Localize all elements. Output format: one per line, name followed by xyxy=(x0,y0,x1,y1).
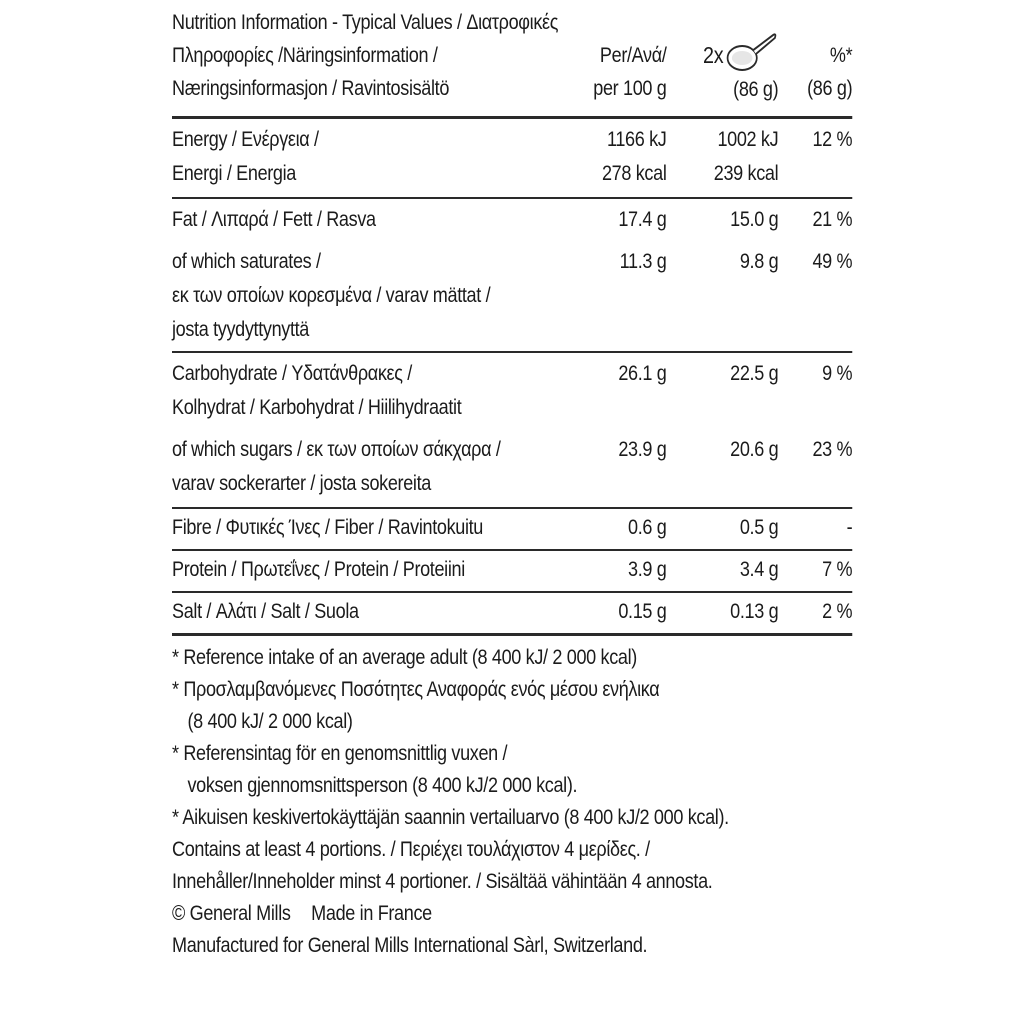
table-header xyxy=(172,6,852,106)
fat-group xyxy=(172,199,852,351)
table-row-fibre xyxy=(172,509,852,549)
pct-value: 9 % xyxy=(822,362,853,385)
pct-value: 2 % xyxy=(822,600,853,623)
row-label: varav sockerarter / josta sokereita xyxy=(172,472,431,495)
per100-header xyxy=(576,6,666,105)
pct-weight: (86 g) xyxy=(807,77,853,100)
per100-value: 1166 kJ xyxy=(606,128,667,151)
footnote-reference-intake-fi: * Aikuisen keskivertokäyttäjän saannin vertailuarvo (8 400 kJ/2 000 kcal). xyxy=(172,806,729,829)
serving-value: 22.5 g xyxy=(730,362,779,385)
title-line: Πληροφορίες /Näringsinformation / xyxy=(172,44,438,67)
per100-header-line: per 100 g xyxy=(593,77,667,100)
footnote-reference-intake-no: voksen gjennomsnittsperson (8 400 kJ/2 000 kcal). xyxy=(187,774,578,797)
per100-value: 0.6 g xyxy=(628,516,667,539)
per100-value: 0.15 g xyxy=(618,600,667,623)
per100-value: 278 kcal xyxy=(601,162,667,185)
table-title xyxy=(172,6,576,105)
row-label: Protein / Πρωτεΐνες / Protein / Proteiini xyxy=(172,558,465,581)
footnote-reference-intake-en: * Reference intake of an average adult (8 400 kJ/ 2 000 kcal) xyxy=(172,646,637,669)
serving-header xyxy=(667,6,779,106)
row-label: josta tyydyttynyttä xyxy=(172,318,310,341)
row-label: Salt / Αλάτι / Salt / Suola xyxy=(172,600,359,623)
per100-header-line: Per/Ανά/ xyxy=(599,44,667,67)
serving-weight: (86 g) xyxy=(733,78,779,101)
made-in: Made in France xyxy=(311,902,432,925)
per100-value: 26.1 g xyxy=(618,362,667,385)
row-label: εκ των οποίων κορεσμένα / varav mättat / xyxy=(172,284,491,307)
serving-count: 2x xyxy=(703,42,724,68)
footnotes xyxy=(172,636,852,962)
per100-value: 3.9 g xyxy=(628,558,667,581)
table-row-sugars xyxy=(172,433,852,501)
portions-line: Innehåller/Inneholder minst 4 portioner. / Sisältää vähintään 4 annosta. xyxy=(172,870,713,893)
copyright-line xyxy=(172,898,852,930)
serving-value: 3.4 g xyxy=(739,558,779,581)
pct-value: 7 % xyxy=(822,558,853,581)
row-label: Energi / Energia xyxy=(172,162,297,185)
pct-header xyxy=(778,6,852,105)
row-label: Energy / Ενέργεια / xyxy=(172,128,319,151)
nutrition-label xyxy=(172,6,852,962)
row-label: of which saturates / xyxy=(172,250,321,273)
footnote-reference-intake-el: * Προσλαμβανόμενες Ποσότητες Αναφοράς ενός μέσου ενήλικα xyxy=(172,678,660,701)
manufacturer-line: Manufactured for General Mills International Sàrl, Switzerland. xyxy=(172,934,648,957)
table-row-fat xyxy=(172,203,852,245)
title-line: Nutrition Information - Typical Values / Διατροφικές xyxy=(172,11,559,34)
row-label: Fibre / Φυτικές Ίνες / Fiber / Ravintokuitu xyxy=(172,516,483,539)
pct-value: 23 % xyxy=(812,438,853,461)
table-row-salt xyxy=(172,593,852,633)
serving-value: 239 kcal xyxy=(713,162,779,185)
footnote-reference-intake-sv: * Referensintag för en genomsnittlig vuxen / xyxy=(172,742,508,765)
portions-line: Contains at least 4 portions. / Περιέχει τουλάχιστον 4 μερίδες. / xyxy=(172,838,650,861)
serving-value: 1002 kJ xyxy=(717,128,779,151)
row-label: Carbohydrate / Υδατάνθρακες / xyxy=(172,362,412,385)
per100-value: 17.4 g xyxy=(618,208,667,231)
pct-value: 21 % xyxy=(812,208,853,231)
row-label: of which sugars / εκ των οποίων σάκχαρα / xyxy=(172,438,501,461)
title-line: Næringsinformasjon / Ravintosisältö xyxy=(172,77,450,100)
footnote-reference-intake-el-cont: (8 400 kJ/ 2 000 kcal) xyxy=(187,710,353,733)
copyright: © General Mills xyxy=(172,902,291,925)
carbohydrate-group xyxy=(172,353,852,507)
table-row-energy xyxy=(172,119,852,197)
per100-value: 23.9 g xyxy=(618,438,667,461)
table-row-protein xyxy=(172,551,852,591)
pct-value: 12 % xyxy=(812,128,853,151)
serving-value: 15.0 g xyxy=(730,208,779,231)
pct-label: %* xyxy=(829,44,853,67)
spoon-icon xyxy=(725,30,778,72)
serving-value: 0.5 g xyxy=(739,516,779,539)
pct-value: 49 % xyxy=(812,250,853,273)
serving-value: 0.13 g xyxy=(730,600,779,623)
row-label: Kolhydrat / Karbohydrat / Hiilihydraatit xyxy=(172,396,462,419)
pct-value: - xyxy=(846,516,853,539)
serving-value: 9.8 g xyxy=(739,250,779,273)
table-row-saturates xyxy=(172,245,852,347)
serving-value: 20.6 g xyxy=(730,438,779,461)
table-row-carbohydrate xyxy=(172,357,852,433)
per100-value: 11.3 g xyxy=(619,250,667,273)
row-label: Fat / Λιπαρά / Fett / Rasva xyxy=(172,208,376,231)
